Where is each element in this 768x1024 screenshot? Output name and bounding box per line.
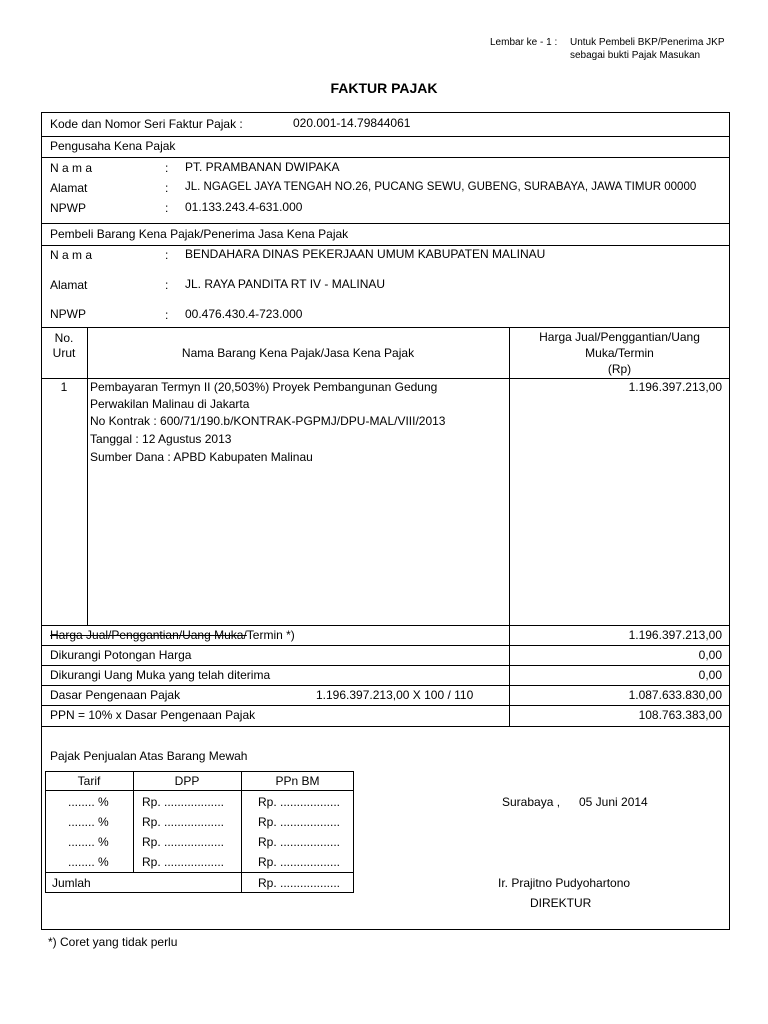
footnote: *) Coret yang tidak perlu — [48, 935, 178, 949]
signature-date: 05 Juni 2014 — [579, 795, 648, 809]
item-desc-line3: No Kontrak : 600/71/190.b/KONTRAK-PGPMJ/DPU-MAL/VIII/2013 — [90, 414, 446, 428]
col-price-line3: (Rp) — [607, 362, 632, 376]
item-no: 1 — [60, 380, 68, 394]
ppnbm-row-tarif: ........ % — [68, 835, 109, 849]
item-price: 1.196.397.213,00 — [628, 380, 722, 394]
sheet-note-line2: sebagai bukti Pajak Masukan — [570, 50, 701, 61]
invoice-code-label: Kode dan Nomor Seri Faktur Pajak : — [50, 117, 243, 131]
harga-label-rest: Termin *) — [246, 628, 295, 642]
ppnbm-row-ppnbm: Rp. .................. — [258, 835, 341, 849]
seller-npwp-value: 01.133.243.4-631.000 — [185, 200, 303, 214]
ppnbm-row-tarif: ........ % — [68, 855, 109, 869]
ppnbm-row-tarif: ........ % — [68, 795, 109, 809]
item-desc-line2: Perwakilan Malinau di Jakarta — [90, 397, 250, 411]
signature-name: Ir. Prajitno Pudyohartono — [498, 876, 631, 890]
potongan-label: Dikurangi Potongan Harga — [50, 648, 192, 662]
uang-muka-label: Dikurangi Uang Muka yang telah diterima — [50, 668, 271, 682]
ppnbm-jumlah-label: Jumlah — [52, 876, 91, 890]
dpp-value: 1.087.633.830,00 — [628, 688, 722, 702]
item-desc-line1: Pembayaran Termyn II (20,503%) Proyek Pembangunan Gedung — [90, 380, 438, 394]
item-desc-line4: Tanggal : 12 Agustus 2013 — [90, 432, 232, 446]
seller-address-label: Alamat — [50, 181, 88, 195]
seller-npwp-label: NPWP — [50, 201, 86, 215]
sheet-note-line1: Untuk Pembeli BKP/Penerima JKP — [570, 37, 725, 48]
seller-name-value: PT. PRAMBANAN DWIPAKA — [185, 160, 340, 174]
buyer-name-value: BENDAHARA DINAS PEKERJAAN UMUM KABUPATEN MALINAU — [185, 247, 546, 261]
ppn-label: PPN = 10% x Dasar Pengenaan Pajak — [50, 708, 256, 722]
buyer-name-colon: : — [165, 248, 169, 262]
ppnbm-row-ppnbm: Rp. .................. — [258, 855, 341, 869]
col-name-header: Nama Barang Kena Pajak/Jasa Kena Pajak — [181, 346, 415, 360]
dpp-label: Dasar Pengenaan Pajak — [50, 688, 181, 702]
ppnbm-row-ppnbm: Rp. .................. — [258, 795, 341, 809]
potongan-value: 0,00 — [698, 648, 722, 662]
harga-label-struck: Harga Jual/Penggantian/Uang Muka/ — [50, 628, 247, 642]
col-no-line1: No. — [54, 331, 74, 345]
seller-name-label: N a m a — [50, 161, 93, 175]
ppn-value: 108.763.383,00 — [638, 708, 722, 722]
ppnbm-row-tarif: ........ % — [68, 815, 109, 829]
buyer-npwp-colon: : — [165, 308, 169, 322]
ppnbm-col-ppnbm: PPn BM — [275, 774, 320, 788]
harga-label — [50, 628, 295, 643]
buyer-address-label: Alamat — [50, 278, 88, 292]
buyer-npwp-value: 00.476.430.4-723.000 — [185, 307, 303, 321]
buyer-address-colon: : — [165, 278, 169, 292]
signature-position: DIREKTUR — [530, 896, 592, 910]
buyer-name-label: N a m a — [50, 248, 93, 262]
col-price-line2: Muka/Termin — [585, 346, 654, 360]
item-desc-line5: Sumber Dana : APBD Kabupaten Malinau — [90, 450, 313, 464]
col-no-line2: Urut — [52, 346, 76, 360]
dpp-formula: 1.196.397.213,00 X 100 / 110 — [316, 688, 474, 702]
sheet-label: Lembar ke - 1 : — [490, 37, 558, 48]
seller-address-colon: : — [165, 181, 169, 195]
signature-place: Surabaya , — [502, 795, 561, 809]
buyer-npwp-label: NPWP — [50, 307, 86, 321]
buyer-section-title: Pembeli Barang Kena Pajak/Penerima Jasa Kena Pajak — [50, 227, 349, 241]
seller-npwp-colon: : — [165, 201, 169, 215]
ppnbm-row-dpp: Rp. .................. — [142, 835, 225, 849]
ppnbm-col-tarif: Tarif — [77, 774, 101, 788]
document-title: FAKTUR PAJAK — [330, 80, 438, 96]
harga-value: 1.196.397.213,00 — [628, 628, 722, 642]
ppnbm-row-dpp: Rp. .................. — [142, 855, 225, 869]
col-price-line1: Harga Jual/Penggantian/Uang — [539, 330, 700, 344]
ppnbm-jumlah-value: Rp. .................. — [258, 876, 341, 890]
seller-name-colon: : — [165, 161, 169, 175]
uang-muka-value: 0,00 — [698, 668, 722, 682]
buyer-address-value: JL. RAYA PANDITA RT IV - MALINAU — [185, 277, 386, 291]
seller-address-value: JL. NGAGEL JAYA TENGAH NO.26, PUCANG SEWU, GUBENG, SURABAYA, JAWA TIMUR 00000 — [185, 181, 697, 193]
invoice-code-value: 020.001-14.79844061 — [293, 116, 411, 130]
ppnbm-col-dpp: DPP — [174, 774, 200, 788]
seller-section-title: Pengusaha Kena Pajak — [50, 139, 176, 153]
ppnbm-title: Pajak Penjualan Atas Barang Mewah — [50, 749, 248, 763]
ppnbm-row-dpp: Rp. .................. — [142, 795, 225, 809]
ppnbm-row-ppnbm: Rp. .................. — [258, 815, 341, 829]
ppnbm-row-dpp: Rp. .................. — [142, 815, 225, 829]
